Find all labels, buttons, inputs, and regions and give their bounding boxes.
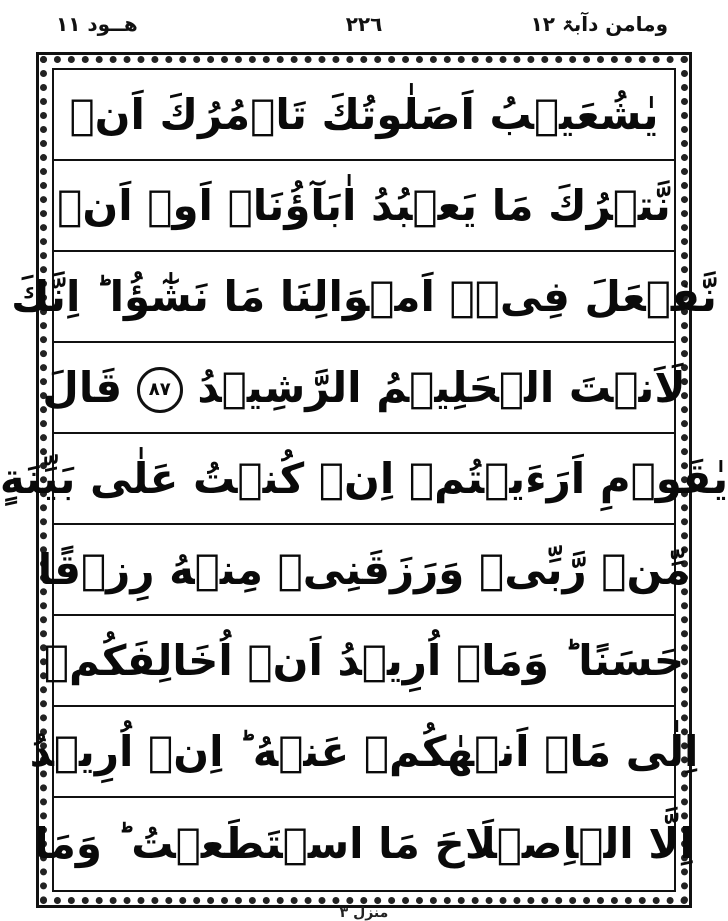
text-panel <box>0 68 728 892</box>
verse-text: اِلٰی مَاۤ اَنۡهٰكُمۡ عَنۡهُ ؕ اِنۡ اُرِیۡدُ <box>29 726 699 776</box>
verse-line <box>54 70 674 161</box>
verse-line <box>11 252 717 343</box>
verse-line <box>37 525 691 616</box>
ayah-end-marker: ٨٧ <box>137 367 183 413</box>
verse-segment: لَاَنۡتَ الۡحَلِیۡمُ الرَّشِیۡدُ <box>197 362 686 412</box>
verse-line <box>42 343 686 434</box>
verse-line <box>54 161 674 252</box>
juz-name: ومامن دآبۃ ١٢ <box>530 12 668 36</box>
verse-text: حَسَنًا ؕ وَمَاۤ اُرِیۡدُ اَنۡ اُخَالِفَكُمۡ <box>43 635 685 685</box>
manzil-mark: منزل ٣ <box>339 905 389 921</box>
verse-text <box>42 358 685 418</box>
verse-lines <box>0 70 728 890</box>
verse-line <box>34 798 694 889</box>
verse-text: یٰشُعَیۡبُ اَصَلٰوتُكَ تَاۡمُرُكَ اَنۡ <box>69 89 659 139</box>
verse-text: اِلَّا الۡاِصۡلَاحَ مَا اسۡتَطَعۡتُ ؕ وَمَا <box>34 818 694 868</box>
verse-text: یٰقَوۡمِ اَرَءَیۡتُمۡ اِنۡ كُنۡتُ عَلٰی بَیِّنَةٍ <box>0 453 728 503</box>
verse-line <box>0 434 728 525</box>
verse-text: نَّفۡعَلَ فِیۡۤ اَمۡوَالِنَا مَا نَشٰٓؤُا ؕ اِنَّكَ <box>11 271 717 321</box>
verse-segment: قَالَ <box>42 362 123 412</box>
verse-line <box>29 707 699 798</box>
surah-name: ھــود ١١ <box>56 12 138 36</box>
verse-line <box>43 616 685 707</box>
verse-text: نَّتۡرُكَ مَا یَعۡبُدُ اٰبَآؤُنَاۤ اَوۡ اَنۡ <box>57 180 671 230</box>
page-header <box>0 0 728 52</box>
verse-text: مِّنۡ رَّبِّیۡ وَرَزَقَنِیۡ مِنۡهُ رِزۡقًا <box>37 544 691 594</box>
page-number: ٢٢٦ <box>345 12 383 36</box>
